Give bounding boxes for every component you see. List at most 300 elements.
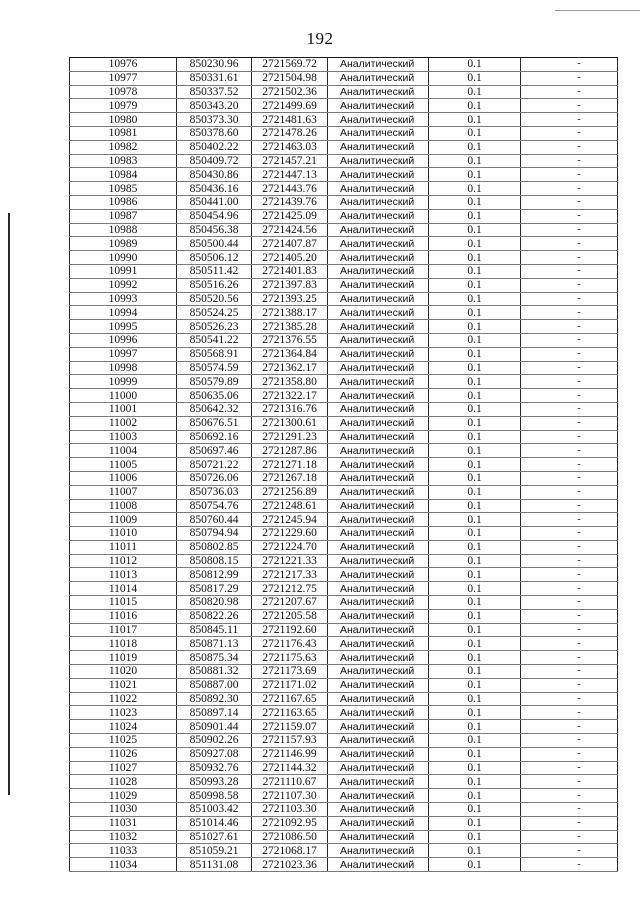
accuracy-cell: 0.1 bbox=[429, 182, 521, 196]
table-row bbox=[70, 678, 618, 692]
y-coordinate-cell: 2721405.20 bbox=[252, 251, 328, 265]
point-number-cell: 11007 bbox=[70, 485, 177, 499]
method-cell: Аналитический bbox=[328, 402, 429, 416]
x-coordinate-cell: 850378.60 bbox=[177, 126, 252, 140]
table-row bbox=[70, 858, 618, 872]
extra-cell: - bbox=[521, 251, 618, 265]
y-coordinate-cell: 2721481.63 bbox=[252, 113, 328, 127]
method-cell: Аналитический bbox=[328, 471, 429, 485]
method-cell: Аналитический bbox=[328, 692, 429, 706]
point-number-cell: 10989 bbox=[70, 237, 177, 251]
table-row bbox=[70, 168, 618, 182]
table-row bbox=[70, 651, 618, 665]
y-coordinate-cell: 2721217.33 bbox=[252, 568, 328, 582]
table-row bbox=[70, 333, 618, 347]
accuracy-cell: 0.1 bbox=[429, 637, 521, 651]
method-cell: Аналитический bbox=[328, 209, 429, 223]
y-coordinate-cell: 2721103.30 bbox=[252, 803, 328, 817]
point-number-cell: 11034 bbox=[70, 858, 177, 872]
x-coordinate-cell: 850927.08 bbox=[177, 747, 252, 761]
x-coordinate-cell: 850901.44 bbox=[177, 720, 252, 734]
x-coordinate-cell: 850574.59 bbox=[177, 361, 252, 375]
method-cell: Аналитический bbox=[328, 720, 429, 734]
method-cell: Аналитический bbox=[328, 747, 429, 761]
method-cell: Аналитический bbox=[328, 99, 429, 113]
y-coordinate-cell: 2721502.36 bbox=[252, 85, 328, 99]
y-coordinate-cell: 2721110.67 bbox=[252, 775, 328, 789]
extra-cell: - bbox=[521, 237, 618, 251]
y-coordinate-cell: 2721322.17 bbox=[252, 389, 328, 403]
x-coordinate-cell: 850526.23 bbox=[177, 320, 252, 334]
extra-cell: - bbox=[521, 637, 618, 651]
method-cell: Аналитический bbox=[328, 306, 429, 320]
point-number-cell: 11014 bbox=[70, 582, 177, 596]
point-number-cell: 11025 bbox=[70, 734, 177, 748]
extra-cell: - bbox=[521, 844, 618, 858]
y-coordinate-cell: 2721424.56 bbox=[252, 223, 328, 237]
accuracy-cell: 0.1 bbox=[429, 361, 521, 375]
accuracy-cell: 0.1 bbox=[429, 830, 521, 844]
method-cell: Аналитический bbox=[328, 333, 429, 347]
point-number-cell: 10978 bbox=[70, 85, 177, 99]
extra-cell: - bbox=[521, 168, 618, 182]
table-row bbox=[70, 237, 618, 251]
y-coordinate-cell: 2721463.03 bbox=[252, 140, 328, 154]
accuracy-cell: 0.1 bbox=[429, 195, 521, 209]
y-coordinate-cell: 2721092.95 bbox=[252, 816, 328, 830]
point-number-cell: 11013 bbox=[70, 568, 177, 582]
y-coordinate-cell: 2721086.50 bbox=[252, 830, 328, 844]
extra-cell: - bbox=[521, 389, 618, 403]
y-coordinate-cell: 2721443.76 bbox=[252, 182, 328, 196]
x-coordinate-cell: 850454.96 bbox=[177, 209, 252, 223]
y-coordinate-cell: 2721499.69 bbox=[252, 99, 328, 113]
y-coordinate-cell: 2721248.61 bbox=[252, 499, 328, 513]
extra-cell: - bbox=[521, 485, 618, 499]
extra-cell: - bbox=[521, 264, 618, 278]
x-coordinate-cell: 851003.42 bbox=[177, 803, 252, 817]
method-cell: Аналитический bbox=[328, 554, 429, 568]
x-coordinate-cell: 850511.42 bbox=[177, 264, 252, 278]
y-coordinate-cell: 2721107.30 bbox=[252, 789, 328, 803]
accuracy-cell: 0.1 bbox=[429, 692, 521, 706]
extra-cell: - bbox=[521, 830, 618, 844]
point-number-cell: 10997 bbox=[70, 347, 177, 361]
table-row bbox=[70, 513, 618, 527]
accuracy-cell: 0.1 bbox=[429, 706, 521, 720]
point-number-cell: 11030 bbox=[70, 803, 177, 817]
table-row bbox=[70, 58, 618, 72]
method-cell: Аналитический bbox=[328, 734, 429, 748]
method-cell: Аналитический bbox=[328, 375, 429, 389]
method-cell: Аналитический bbox=[328, 485, 429, 499]
accuracy-cell: 0.1 bbox=[429, 113, 521, 127]
x-coordinate-cell: 850697.46 bbox=[177, 444, 252, 458]
extra-cell: - bbox=[521, 195, 618, 209]
extra-cell: - bbox=[521, 747, 618, 761]
table-row bbox=[70, 182, 618, 196]
point-number-cell: 10984 bbox=[70, 168, 177, 182]
extra-cell: - bbox=[521, 582, 618, 596]
extra-cell: - bbox=[521, 154, 618, 168]
accuracy-cell: 0.1 bbox=[429, 306, 521, 320]
x-coordinate-cell: 850812.99 bbox=[177, 568, 252, 582]
extra-cell: - bbox=[521, 430, 618, 444]
point-number-cell: 11010 bbox=[70, 527, 177, 541]
x-coordinate-cell: 850736.03 bbox=[177, 485, 252, 499]
table-row bbox=[70, 347, 618, 361]
point-number-cell: 10987 bbox=[70, 209, 177, 223]
point-number-cell: 10998 bbox=[70, 361, 177, 375]
accuracy-cell: 0.1 bbox=[429, 471, 521, 485]
point-number-cell: 10988 bbox=[70, 223, 177, 237]
method-cell: Аналитический bbox=[328, 637, 429, 651]
point-number-cell: 11028 bbox=[70, 775, 177, 789]
extra-cell: - bbox=[521, 499, 618, 513]
y-coordinate-cell: 2721229.60 bbox=[252, 527, 328, 541]
method-cell: Аналитический bbox=[328, 154, 429, 168]
point-number-cell: 10980 bbox=[70, 113, 177, 127]
extra-cell: - bbox=[521, 816, 618, 830]
extra-cell: - bbox=[521, 554, 618, 568]
method-cell: Аналитический bbox=[328, 609, 429, 623]
extra-cell: - bbox=[521, 803, 618, 817]
table-row bbox=[70, 747, 618, 761]
method-cell: Аналитический bbox=[328, 540, 429, 554]
y-coordinate-cell: 2721192.60 bbox=[252, 623, 328, 637]
y-coordinate-cell: 2721407.87 bbox=[252, 237, 328, 251]
point-number-cell: 11023 bbox=[70, 706, 177, 720]
table-row bbox=[70, 692, 618, 706]
table-row bbox=[70, 844, 618, 858]
accuracy-cell: 0.1 bbox=[429, 678, 521, 692]
method-cell: Аналитический bbox=[328, 168, 429, 182]
accuracy-cell: 0.1 bbox=[429, 264, 521, 278]
table-row bbox=[70, 154, 618, 168]
accuracy-cell: 0.1 bbox=[429, 651, 521, 665]
accuracy-cell: 0.1 bbox=[429, 734, 521, 748]
table-row bbox=[70, 720, 618, 734]
x-coordinate-cell: 850430.86 bbox=[177, 168, 252, 182]
y-coordinate-cell: 2721159.07 bbox=[252, 720, 328, 734]
extra-cell: - bbox=[521, 375, 618, 389]
point-number-cell: 11000 bbox=[70, 389, 177, 403]
accuracy-cell: 0.1 bbox=[429, 416, 521, 430]
extra-cell: - bbox=[521, 761, 618, 775]
accuracy-cell: 0.1 bbox=[429, 251, 521, 265]
point-number-cell: 11020 bbox=[70, 665, 177, 679]
extra-cell: - bbox=[521, 609, 618, 623]
x-coordinate-cell: 850402.22 bbox=[177, 140, 252, 154]
point-number-cell: 11024 bbox=[70, 720, 177, 734]
y-coordinate-cell: 2721457.21 bbox=[252, 154, 328, 168]
point-number-cell: 10993 bbox=[70, 292, 177, 306]
accuracy-cell: 0.1 bbox=[429, 458, 521, 472]
extra-cell: - bbox=[521, 651, 618, 665]
y-coordinate-cell: 2721221.33 bbox=[252, 554, 328, 568]
table-row bbox=[70, 775, 618, 789]
table-row bbox=[70, 389, 618, 403]
table-row bbox=[70, 458, 618, 472]
table-row bbox=[70, 803, 618, 817]
method-cell: Аналитический bbox=[328, 830, 429, 844]
accuracy-cell: 0.1 bbox=[429, 803, 521, 817]
x-coordinate-cell: 851059.21 bbox=[177, 844, 252, 858]
y-coordinate-cell: 2721167.65 bbox=[252, 692, 328, 706]
accuracy-cell: 0.1 bbox=[429, 527, 521, 541]
method-cell: Аналитический bbox=[328, 85, 429, 99]
accuracy-cell: 0.1 bbox=[429, 761, 521, 775]
x-coordinate-cell: 850998.58 bbox=[177, 789, 252, 803]
x-coordinate-cell: 851131.08 bbox=[177, 858, 252, 872]
point-number-cell: 10985 bbox=[70, 182, 177, 196]
accuracy-cell: 0.1 bbox=[429, 402, 521, 416]
method-cell: Аналитический bbox=[328, 278, 429, 292]
extra-cell: - bbox=[521, 416, 618, 430]
y-coordinate-cell: 2721144.32 bbox=[252, 761, 328, 775]
point-number-cell: 11012 bbox=[70, 554, 177, 568]
x-coordinate-cell: 850881.32 bbox=[177, 665, 252, 679]
point-number-cell: 11022 bbox=[70, 692, 177, 706]
table-row bbox=[70, 637, 618, 651]
method-cell: Аналитический bbox=[328, 292, 429, 306]
table-row bbox=[70, 485, 618, 499]
extra-cell: - bbox=[521, 665, 618, 679]
y-coordinate-cell: 2721173.69 bbox=[252, 665, 328, 679]
point-number-cell: 11029 bbox=[70, 789, 177, 803]
extra-cell: - bbox=[521, 692, 618, 706]
point-number-cell: 10976 bbox=[70, 58, 177, 72]
method-cell: Аналитический bbox=[328, 816, 429, 830]
point-number-cell: 10983 bbox=[70, 154, 177, 168]
table-row bbox=[70, 665, 618, 679]
y-coordinate-cell: 2721358.80 bbox=[252, 375, 328, 389]
table-row bbox=[70, 361, 618, 375]
y-coordinate-cell: 2721256.89 bbox=[252, 485, 328, 499]
point-number-cell: 11016 bbox=[70, 609, 177, 623]
method-cell: Аналитический bbox=[328, 347, 429, 361]
accuracy-cell: 0.1 bbox=[429, 347, 521, 361]
method-cell: Аналитический bbox=[328, 623, 429, 637]
accuracy-cell: 0.1 bbox=[429, 568, 521, 582]
method-cell: Аналитический bbox=[328, 789, 429, 803]
method-cell: Аналитический bbox=[328, 858, 429, 872]
y-coordinate-cell: 2721146.99 bbox=[252, 747, 328, 761]
x-coordinate-cell: 850331.61 bbox=[177, 71, 252, 85]
x-coordinate-cell: 850456.38 bbox=[177, 223, 252, 237]
table-row bbox=[70, 582, 618, 596]
point-number-cell: 10996 bbox=[70, 333, 177, 347]
x-coordinate-cell: 850676.51 bbox=[177, 416, 252, 430]
x-coordinate-cell: 850871.13 bbox=[177, 637, 252, 651]
x-coordinate-cell: 850845.11 bbox=[177, 623, 252, 637]
point-number-cell: 11005 bbox=[70, 458, 177, 472]
extra-cell: - bbox=[521, 858, 618, 872]
point-number-cell: 10977 bbox=[70, 71, 177, 85]
x-coordinate-cell: 850754.76 bbox=[177, 499, 252, 513]
point-number-cell: 10995 bbox=[70, 320, 177, 334]
method-cell: Аналитический bbox=[328, 665, 429, 679]
method-cell: Аналитический bbox=[328, 678, 429, 692]
y-coordinate-cell: 2721176.43 bbox=[252, 637, 328, 651]
x-coordinate-cell: 850441.00 bbox=[177, 195, 252, 209]
method-cell: Аналитический bbox=[328, 430, 429, 444]
method-cell: Аналитический bbox=[328, 844, 429, 858]
accuracy-cell: 0.1 bbox=[429, 609, 521, 623]
extra-cell: - bbox=[521, 140, 618, 154]
x-coordinate-cell: 850520.56 bbox=[177, 292, 252, 306]
table-row bbox=[70, 292, 618, 306]
extra-cell: - bbox=[521, 568, 618, 582]
scan-binding-mark bbox=[8, 213, 10, 795]
extra-cell: - bbox=[521, 292, 618, 306]
extra-cell: - bbox=[521, 458, 618, 472]
table-row bbox=[70, 320, 618, 334]
y-coordinate-cell: 2721569.72 bbox=[252, 58, 328, 72]
method-cell: Аналитический bbox=[328, 182, 429, 196]
table-row bbox=[70, 140, 618, 154]
point-number-cell: 11033 bbox=[70, 844, 177, 858]
accuracy-cell: 0.1 bbox=[429, 816, 521, 830]
accuracy-cell: 0.1 bbox=[429, 554, 521, 568]
method-cell: Аналитический bbox=[328, 389, 429, 403]
point-number-cell: 10994 bbox=[70, 306, 177, 320]
x-coordinate-cell: 850343.20 bbox=[177, 99, 252, 113]
x-coordinate-cell: 850760.44 bbox=[177, 513, 252, 527]
coordinates-table bbox=[69, 57, 618, 872]
accuracy-cell: 0.1 bbox=[429, 775, 521, 789]
point-number-cell: 11006 bbox=[70, 471, 177, 485]
method-cell: Аналитический bbox=[328, 416, 429, 430]
accuracy-cell: 0.1 bbox=[429, 154, 521, 168]
accuracy-cell: 0.1 bbox=[429, 126, 521, 140]
table-row bbox=[70, 264, 618, 278]
top-edge-line bbox=[555, 10, 640, 11]
y-coordinate-cell: 2721163.65 bbox=[252, 706, 328, 720]
table-row bbox=[70, 734, 618, 748]
point-number-cell: 11011 bbox=[70, 540, 177, 554]
table-row bbox=[70, 623, 618, 637]
table-row bbox=[70, 568, 618, 582]
point-number-cell: 11004 bbox=[70, 444, 177, 458]
y-coordinate-cell: 2721267.18 bbox=[252, 471, 328, 485]
y-coordinate-cell: 2721425.09 bbox=[252, 209, 328, 223]
y-coordinate-cell: 2721401.83 bbox=[252, 264, 328, 278]
accuracy-cell: 0.1 bbox=[429, 789, 521, 803]
accuracy-cell: 0.1 bbox=[429, 499, 521, 513]
method-cell: Аналитический bbox=[328, 113, 429, 127]
point-number-cell: 11031 bbox=[70, 816, 177, 830]
y-coordinate-cell: 2721212.75 bbox=[252, 582, 328, 596]
extra-cell: - bbox=[521, 223, 618, 237]
accuracy-cell: 0.1 bbox=[429, 513, 521, 527]
x-coordinate-cell: 850436.16 bbox=[177, 182, 252, 196]
x-coordinate-cell: 850541.22 bbox=[177, 333, 252, 347]
table-row bbox=[70, 444, 618, 458]
table-row bbox=[70, 789, 618, 803]
extra-cell: - bbox=[521, 306, 618, 320]
point-number-cell: 10992 bbox=[70, 278, 177, 292]
table-row bbox=[70, 816, 618, 830]
point-number-cell: 11008 bbox=[70, 499, 177, 513]
x-coordinate-cell: 850337.52 bbox=[177, 85, 252, 99]
extra-cell: - bbox=[521, 333, 618, 347]
point-number-cell: 11026 bbox=[70, 747, 177, 761]
x-coordinate-cell: 850875.34 bbox=[177, 651, 252, 665]
table-row bbox=[70, 99, 618, 113]
x-coordinate-cell: 850506.12 bbox=[177, 251, 252, 265]
y-coordinate-cell: 2721439.76 bbox=[252, 195, 328, 209]
extra-cell: - bbox=[521, 527, 618, 541]
point-number-cell: 11027 bbox=[70, 761, 177, 775]
method-cell: Аналитический bbox=[328, 237, 429, 251]
x-coordinate-cell: 850817.29 bbox=[177, 582, 252, 596]
y-coordinate-cell: 2721300.61 bbox=[252, 416, 328, 430]
accuracy-cell: 0.1 bbox=[429, 278, 521, 292]
x-coordinate-cell: 850802.85 bbox=[177, 540, 252, 554]
method-cell: Аналитический bbox=[328, 251, 429, 265]
extra-cell: - bbox=[521, 182, 618, 196]
x-coordinate-cell: 850524.25 bbox=[177, 306, 252, 320]
extra-cell: - bbox=[521, 596, 618, 610]
x-coordinate-cell: 850794.94 bbox=[177, 527, 252, 541]
y-coordinate-cell: 2721388.17 bbox=[252, 306, 328, 320]
x-coordinate-cell: 850635.06 bbox=[177, 389, 252, 403]
y-coordinate-cell: 2721287.86 bbox=[252, 444, 328, 458]
x-coordinate-cell: 850642.32 bbox=[177, 402, 252, 416]
accuracy-cell: 0.1 bbox=[429, 85, 521, 99]
table-row bbox=[70, 416, 618, 430]
y-coordinate-cell: 2721291.23 bbox=[252, 430, 328, 444]
point-number-cell: 11019 bbox=[70, 651, 177, 665]
x-coordinate-cell: 850373.30 bbox=[177, 113, 252, 127]
accuracy-cell: 0.1 bbox=[429, 99, 521, 113]
accuracy-cell: 0.1 bbox=[429, 747, 521, 761]
accuracy-cell: 0.1 bbox=[429, 237, 521, 251]
x-coordinate-cell: 850568.91 bbox=[177, 347, 252, 361]
point-number-cell: 11021 bbox=[70, 678, 177, 692]
x-coordinate-cell: 850500.44 bbox=[177, 237, 252, 251]
table-row bbox=[70, 223, 618, 237]
y-coordinate-cell: 2721504.98 bbox=[252, 71, 328, 85]
table-row bbox=[70, 113, 618, 127]
method-cell: Аналитический bbox=[328, 126, 429, 140]
table-row bbox=[70, 706, 618, 720]
point-number-cell: 10982 bbox=[70, 140, 177, 154]
x-coordinate-cell: 850902.26 bbox=[177, 734, 252, 748]
extra-cell: - bbox=[521, 775, 618, 789]
table-row bbox=[70, 306, 618, 320]
y-coordinate-cell: 2721175.63 bbox=[252, 651, 328, 665]
table-row bbox=[70, 554, 618, 568]
y-coordinate-cell: 2721023.36 bbox=[252, 858, 328, 872]
point-number-cell: 11017 bbox=[70, 623, 177, 637]
table-row bbox=[70, 596, 618, 610]
table-row bbox=[70, 830, 618, 844]
table-row bbox=[70, 375, 618, 389]
extra-cell: - bbox=[521, 71, 618, 85]
extra-cell: - bbox=[521, 734, 618, 748]
accuracy-cell: 0.1 bbox=[429, 375, 521, 389]
accuracy-cell: 0.1 bbox=[429, 596, 521, 610]
y-coordinate-cell: 2721364.84 bbox=[252, 347, 328, 361]
x-coordinate-cell: 850897.14 bbox=[177, 706, 252, 720]
page-number: 192 bbox=[306, 29, 334, 48]
accuracy-cell: 0.1 bbox=[429, 444, 521, 458]
y-coordinate-cell: 2721205.58 bbox=[252, 609, 328, 623]
method-cell: Аналитический bbox=[328, 223, 429, 237]
y-coordinate-cell: 2721157.93 bbox=[252, 734, 328, 748]
